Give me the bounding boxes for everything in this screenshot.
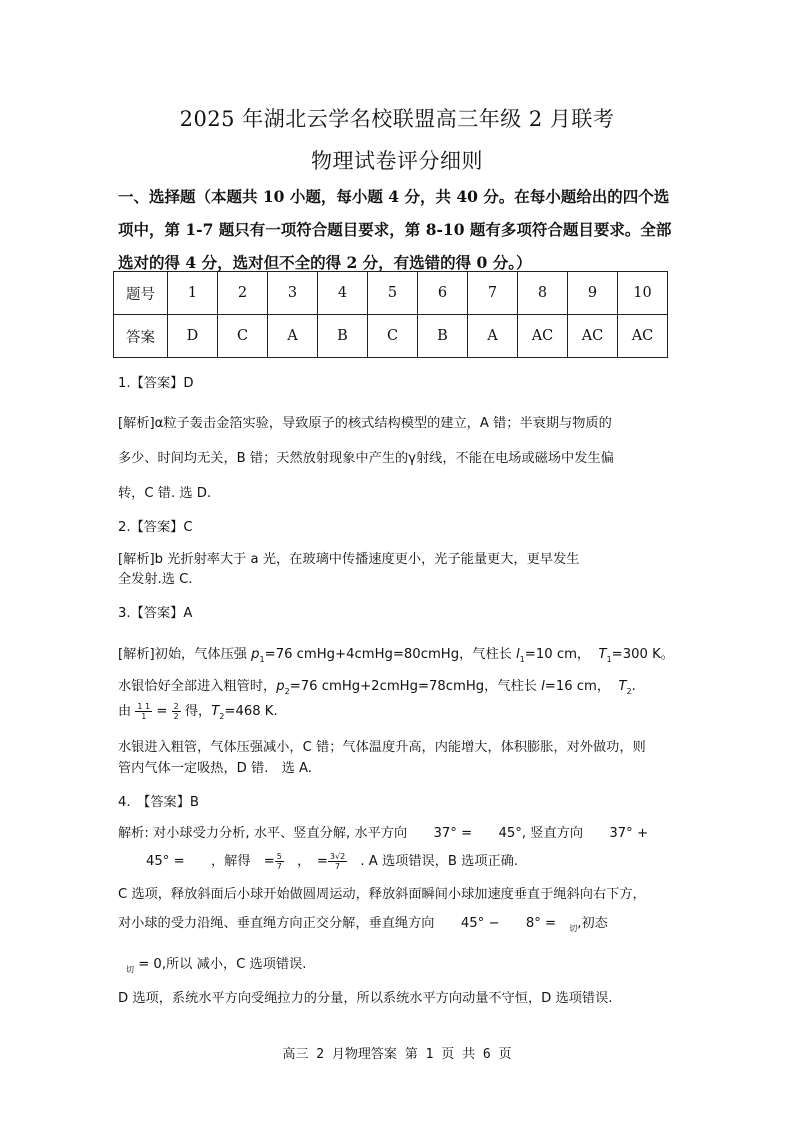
q3-line-3 [118, 700, 678, 721]
row-header-number: 题号 [114, 272, 168, 315]
q1-heading: 1.【答案】D [118, 376, 194, 391]
q1-line: 多少、时间均无关，B 错；天然放射现象中产生的γ射线，不能在电场或磁场中发生偏 [118, 451, 614, 466]
question-number-cell: 3 [268, 272, 318, 315]
fraction [172, 702, 181, 721]
row-header-answer: 答案 [114, 315, 168, 358]
question-number-cell: 2 [218, 272, 268, 315]
section-heading-line: 选对的得 4 分，选对但不全的得 2 分，有选错的得 0 分。） [118, 253, 532, 272]
symbol-p: p [276, 679, 285, 694]
subscript: 2 [284, 687, 290, 696]
page-footer: 高三 2 月物理答案 第 1 页 共 6 页 [282, 1047, 512, 1062]
subscript: 2 [219, 712, 225, 721]
q3-line: 管内气体一定吸热，D 错. 选 A. [118, 761, 312, 776]
q1-line: [解析]α粒子轰击金箔实验，导致原子的核式结构模型的建立，A 错；半衰期与物质的 [118, 416, 612, 431]
text: =16 cm， [544, 679, 611, 694]
q3-line: 水银进入粗管，气体压强减小，C 错；气体温度升高，内能增大，体积膨胀，对外做功，则 [118, 740, 646, 755]
question-number-cell: 8 [518, 272, 568, 315]
text: =76 cmHg+4cmHg=80cmHg，气柱长 [264, 647, 517, 662]
text: =300 K。 [611, 647, 674, 662]
q2-heading: 2.【答案】C [118, 520, 193, 535]
q4-heading: 4. 【答案】B [118, 795, 199, 810]
text: ， = [283, 854, 328, 869]
numerator: 1 1 [137, 701, 151, 711]
text: . [631, 679, 636, 694]
answer-cell: C [218, 315, 268, 358]
text: 由 [118, 704, 136, 719]
symbol-l: l [516, 647, 520, 662]
denominator: 7 [335, 861, 341, 871]
question-number-cell: 5 [368, 272, 418, 315]
numerator: 2 [173, 701, 179, 711]
q3-line-2 [118, 675, 678, 696]
text: [解析]初始，气体压强 [118, 647, 252, 662]
answer-cell: D [168, 315, 218, 358]
question-number-cell: 4 [318, 272, 368, 315]
answer-cell: A [468, 315, 518, 358]
subscript: 1 [606, 655, 612, 664]
q4-line: C 选项，释放斜面后小球开始做圆周运动，释放斜面瞬间小球加速度垂直于绳斜向右下方， [118, 887, 646, 902]
question-number-cell: 1 [168, 272, 218, 315]
q4-line: D 选项，系统水平方向受绳拉力的分量，所以系统水平方向动量不守恒，D 选项错误. [118, 991, 613, 1006]
fraction [275, 852, 284, 871]
text: 对小球的受力沿绳、垂直绳方向正交分解，垂直绳方向 45° − 8° = [118, 916, 570, 931]
text: 水银恰好全部进入粗管时， [118, 679, 277, 694]
q4-line: 解析: 对小球受力分析, 水平、竖直分解, 水平方向 37° = 45°, 竖直方向 37° + [118, 826, 649, 841]
subscript: 切 [126, 965, 134, 974]
text: =468 K. [224, 704, 278, 719]
q4-line-4 [118, 912, 678, 934]
table-row-numbers [114, 272, 668, 315]
denominator: 1 [141, 711, 147, 721]
text: 45° = ，解得 = [146, 854, 275, 869]
text: =10 cm， [524, 647, 591, 662]
exam-title: 2025 年湖北云学名校联盟高三年级 2 月联考 [179, 107, 615, 131]
subscript: 1 [519, 655, 525, 664]
subscript: 切 [569, 924, 578, 933]
answer-table [113, 271, 668, 358]
question-number-cell: 7 [468, 272, 518, 315]
fraction [328, 852, 347, 871]
answer-cell: C [368, 315, 418, 358]
symbol-p: p [251, 647, 260, 662]
exam-subtitle: 物理试卷评分细则 [311, 149, 483, 173]
question-number-cell: 6 [418, 272, 468, 315]
text: = [152, 704, 172, 719]
symbol-l: l [541, 679, 545, 694]
answer-cell: B [318, 315, 368, 358]
text: . A 选项错误，B 选项正确. [347, 854, 519, 869]
answer-cell: A [268, 315, 318, 358]
q2-line: [解析]b 光折射率大于 a 光，在玻璃中传播速度更小，光子能量更大，更早发生 [118, 552, 580, 567]
question-number-cell: 9 [568, 272, 618, 315]
q3-heading: 3.【答案】A [118, 606, 193, 621]
section-heading-line: 一、选择题（本题共 10 小题，每小题 4 分，共 40 分。在每小题给出的四个选 [118, 187, 670, 206]
subscript: 1 [259, 655, 265, 664]
text: =76 cmHg+2cmHg=78cmHg，气柱长 [289, 679, 542, 694]
text: 得， [180, 704, 212, 719]
q2-line: 全发射.选 C. [118, 572, 193, 587]
text: = 0,所以 减小，C 选项错误. [134, 957, 307, 972]
q4-line-5 [126, 953, 686, 975]
q3-line-1 [118, 643, 678, 664]
answer-cell: AC [518, 315, 568, 358]
q1-line: 转，C 错. 选 D. [118, 486, 212, 501]
answer-cell: AC [618, 315, 668, 358]
answer-cell: B [418, 315, 468, 358]
answer-cell: AC [568, 315, 618, 358]
subscript: 2 [626, 687, 632, 696]
question-number-cell: 10 [618, 272, 668, 315]
denominator: 2 [173, 711, 179, 721]
denominator: 7 [276, 861, 282, 871]
symbol-T: T [618, 679, 627, 694]
q4-line-2 [146, 850, 706, 871]
numerator: 5 [276, 851, 282, 861]
section-heading [118, 180, 678, 279]
table-row-answers [114, 315, 668, 358]
symbol-T: T [598, 647, 607, 662]
symbol-T: T [211, 704, 220, 719]
numerator: 3√2 [329, 851, 346, 861]
text: ,初态 [577, 916, 608, 931]
fraction [135, 702, 152, 721]
section-heading-line: 项中，第 1-7 题只有一项符合题目要求，第 8-10 题有多项符合题目要求。全部 [118, 220, 672, 239]
